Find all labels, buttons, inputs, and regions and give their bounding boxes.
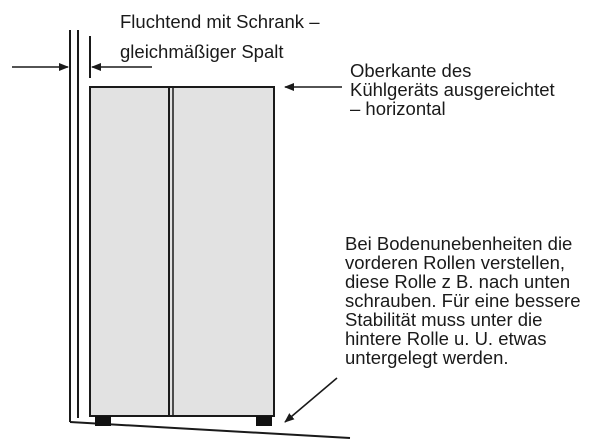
top-edge-annotation-line: Kühlgeräts ausgereichtet <box>350 79 555 100</box>
floor-annotation-line: Bei Bodenunebenheiten die <box>345 233 573 254</box>
front-roller-right <box>256 416 272 426</box>
gap-annotation <box>120 7 319 67</box>
floor-annotation-line: vorderen Rollen verstellen, <box>345 252 566 273</box>
gap-annotation-line: gleichmäßiger Spalt <box>120 41 284 62</box>
front-roller-left <box>95 416 111 426</box>
floor-adjustment-annotation <box>345 234 581 367</box>
top-edge-annotation-line: – horizontal <box>350 98 446 119</box>
floor-annotation-line: diese Rolle z B. nach unten <box>345 271 571 292</box>
top-edge-annotation-line: Oberkante des <box>350 60 472 81</box>
roller-arrow <box>285 378 337 422</box>
floor-annotation-line: hintere Rolle u. U. etwas <box>345 328 547 349</box>
uneven-floor-line <box>70 422 350 438</box>
cabinet-wall <box>70 30 78 422</box>
top-edge-annotation <box>350 61 555 118</box>
floor-annotation-line: untergelegt werden. <box>345 347 509 368</box>
floor-annotation-line: Stabilität muss unter die <box>345 309 543 330</box>
gap-annotation-line: Fluchtend mit Schrank – <box>120 11 320 32</box>
floor-annotation-line: schrauben. Für eine bessere <box>345 290 581 311</box>
refrigerator <box>90 87 274 426</box>
refrigerator-body <box>90 87 274 416</box>
